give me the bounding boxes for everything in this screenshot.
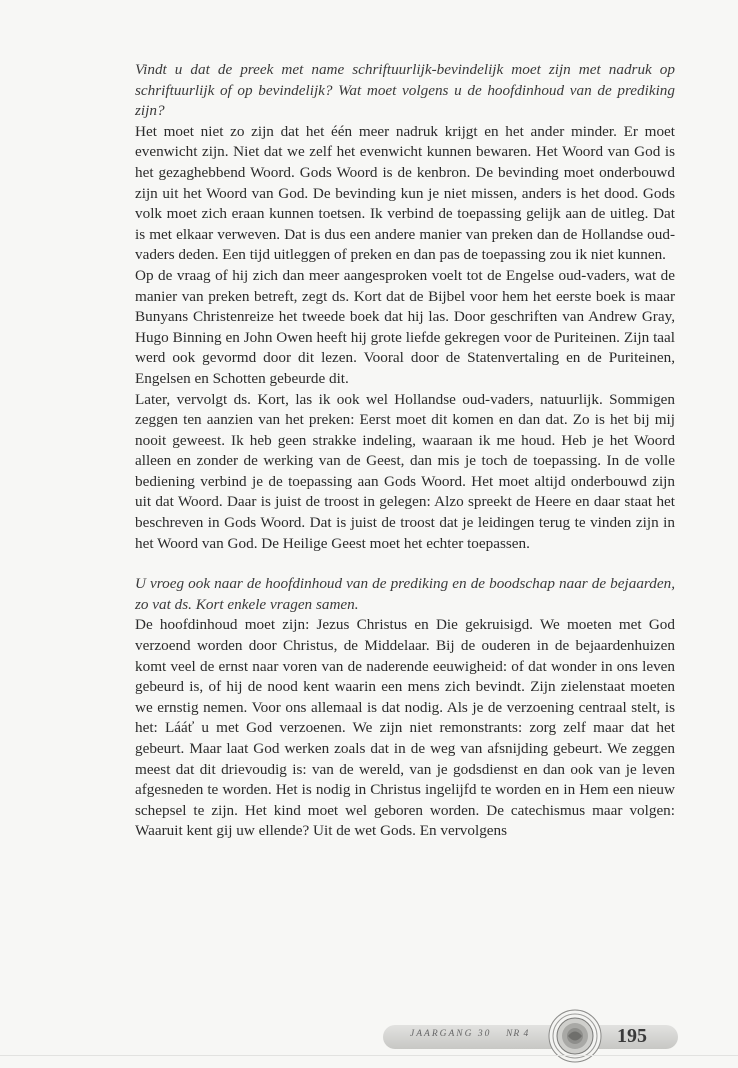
- body-paragraph: Het moet niet zo zijn dat het één meer nadruk krijgt en het ander minder. Er moet evenwicht zijn. Niet dat we zelf het evenwicht kunnen bewaren. Het Woord van God is het gezaghebbend Woord. Gods Woord is de kenbron. De bevinding moet onderbouwd zijn uit het Woord van God. De bevinding kun je niet missen, anders is het dood. Gods volk moet zich eraan kunnen toetsen. Ik verbind de toepassing gelijk aan de uitleg. Dat is met elkaar verweven. Dat is dus een andere manier van preken dan de Hollandse oud-vaders deden. Een tijd uitleggen of preken en dan pas de toepassing zou ik niet kunnen.: [135, 122, 675, 264]
- body-paragraph: Op de vraag of hij zich dan meer aangesproken voelt tot de Engelse oud-vaders, wat de manier van preken betreft, zegt ds. Kort dat de Bijbel voor hem het eerste boek is maar Bunyans Christenreize het tweede boek dat hij las. Door geschriften van Andrew Gray, Hugo Binning en John Owen heeft hij grote liefde gekregen voor de Puriteinen. Zijn taal werd ook gevormd door dit lezen. Vooral door de Statenvertaling en de Puriteinen, Engelsen en Schotten gebeurde dit.: [135, 266, 675, 387]
- question-paragraph: U vroeg ook naar de hoofdinhoud van de prediking en de boodschap naar de bejaarden, zo vat ds. Kort enkele vragen samen.: [135, 575, 675, 613]
- body-paragraph: De hoofdinhoud moet zijn: Jezus Christus en Die gekruisigd. We moeten met God verzoend worden door Christus, de Middelaar. Bij de ouderen in de bejaardenhuizen komt veel de ernst naar voren van de naderende eeuwigheid: of dat wonder in ons leven gebeurd is, of hij de nood kent waarin een mens zich bevindt. Zijn zielenstaat moeten we ernstig nemen. Voor ons allemaal is dat nodig. Als je de verzoening centraal stelt, is het: Lááť u met God verzoenen. We zijn niet remonstrants: zorg zelf maar dat het gebeurt. Maar laat God werken zoals dat in de weg van afsnijding gebeurt. We zeggen meest dat dit drievoudig is: van de wereld, van je godsdienst en dan ook van je leven afgesneden te worden. Het is nodig in Christus ingelijfd te worden en in Hem een nieuw schepsel te zijn. Het kind moet wel geboren worden. De catechismus maar volgen: Waaruit kent gij uw ellende? Uit de wet Gods. En vervolgens: [135, 616, 675, 840]
- paragraph-gap: [135, 554, 675, 574]
- article-column: [135, 60, 675, 842]
- question-paragraph: Vindt u dat de preek met name schriftuurlijk-bevindelijk moet zijn met nadruk op schriftuurlijk of op bevindelijk? Wat moet volgens u de hoofdinhoud van de prediking zijn?: [135, 61, 675, 120]
- bottom-rule: [0, 1055, 738, 1056]
- page-number: 195: [617, 1025, 647, 1047]
- footer-issue: NR 4: [506, 1029, 530, 1039]
- body-paragraph: Later, vervolgt ds. Kort, las ik ook wel Hollandse oud-vaders, natuurlijk. Sommigen zeggen ten aanzien van het preken: Eerst moet dit komen en dan dat. Zo is het bij mij nooit geweest. Ik heb geen strakke indeling, waaraan ik me houd. Heb je het Woord alleen en zonder de werking van de Geest, dan mis je toch de toepassing. In de volle bediening verbind je de toepassing aan Gods Woord. Het moet altijd onderbouwd zijn uit dat Woord. Daar is juist de troost in gelegen: Alzo spreekt de Heere en daar staat het beschreven in Gods Woord. Dat is juist de troost dat je leidingen terug te vinden zijn in het Woord van God. De Heilige Geest moet het echter toepassen.: [135, 390, 675, 552]
- footer-volume: JAARGANG 30: [410, 1029, 492, 1039]
